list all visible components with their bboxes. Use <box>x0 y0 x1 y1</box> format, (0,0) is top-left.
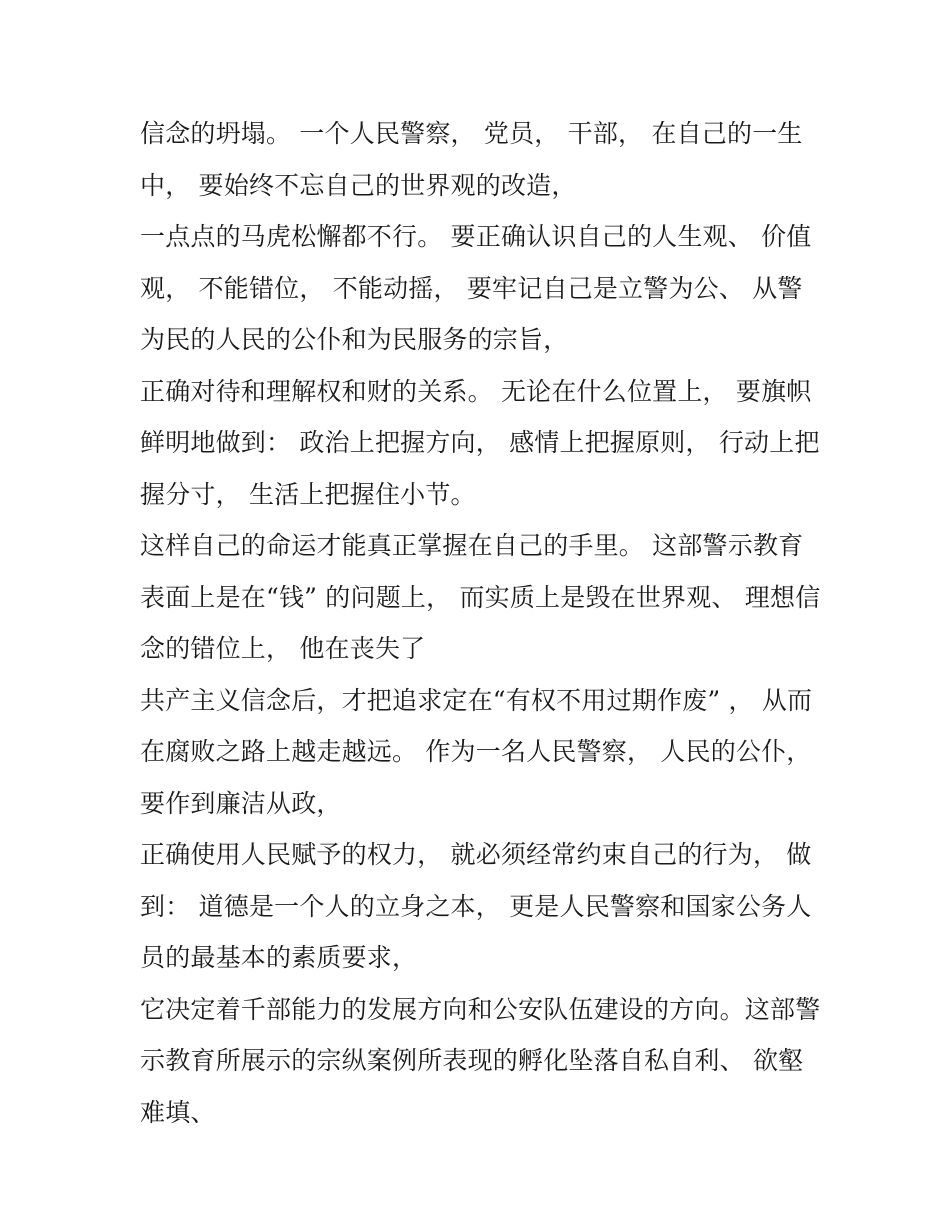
text-line: 为民的人民的公仆和为民服务的宗旨， <box>140 325 569 354</box>
text-line: 在腐败之路上越走越远。 作为一名人民警察， 人民的公仆， <box>140 737 812 766</box>
text-line: 难填、 <box>140 1097 216 1127</box>
text-line: 念的错位上， 他在丧失了 <box>140 634 426 663</box>
text-line: 正确使用人民赋予的权力， 就必须经常约束自己的行为， 做 <box>140 840 812 869</box>
body-text <box>140 108 830 1138</box>
text-line: 表面上是在“钱” 的问题上， 而实质上是毁在世界观、 理想信 <box>140 582 821 612</box>
text-line: 员的最基本的素质要求， <box>140 943 418 972</box>
text-line: 到： 道德是一个人的立身之本， 更是人民警察和国家公务人 <box>140 891 812 921</box>
text-line: 这样自己的命运才能真正掌握在自己的手里。 这部警示教育 <box>140 531 804 560</box>
text-line: 它决定着千部能力的发展方向和公安队伍建设的方向。这部警 <box>140 994 821 1024</box>
text-line: 握分寸， 生活上把握住小节。 <box>140 479 476 509</box>
text-line: 共产主义信念后，才把追求定在“有权不用过期作废” ， 从而 <box>140 685 813 715</box>
text-line: 中， 要始终不忘自己的世界观的改造， <box>140 170 577 200</box>
text-line: 信念的坍塌。 一个人民警察， 党员， 干部， 在自己的一生 <box>140 119 803 148</box>
text-line: 鲜明地做到： 政治上把握方向， 感情上把握原则， 行动上把 <box>140 428 820 457</box>
text-line: 观， 不能错位， 不能动摇， 要牢记自己是立警为公、 从警 <box>140 273 803 303</box>
text-line: 一点点的马虎松懈都不行。 要正确认识自己的人生观、 价值 <box>140 222 812 251</box>
text-line: 示教育所展示的宗纵案例所表现的孵化坠落自私自利、 欲壑 <box>140 1046 804 1075</box>
text-line: 正确对待和理解权和财的关系。 无论在什么位置上， 要旗帜 <box>140 376 812 406</box>
text-line: 要作到廉洁从政， <box>140 788 342 818</box>
